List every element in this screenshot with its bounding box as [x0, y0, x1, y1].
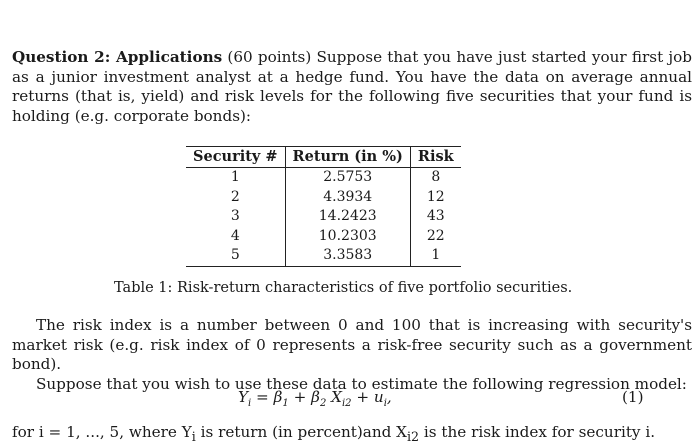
- cell-return: 10.2303: [285, 227, 410, 247]
- header-return: Return (in %): [285, 147, 410, 168]
- cell-security: 5: [186, 246, 285, 266]
- table-row: [186, 227, 461, 247]
- table-header-row: [186, 147, 461, 168]
- table-caption: Table 1: Risk-return characteristics of five portfolio securities.: [114, 280, 573, 296]
- question-intro: [12, 48, 692, 126]
- cell-security: 1: [186, 168, 285, 188]
- regression-equation: $Y_i = \beta_1 + \beta_2$ $X_{i2} + u_i$,: [238, 388, 392, 410]
- cell-return: 4.3934: [285, 188, 410, 208]
- body-paragraphs: [12, 316, 692, 394]
- header-security: Security #: [186, 147, 285, 168]
- question-heading: Question 2: Applications: [12, 48, 223, 66]
- equation-number: (1): [622, 388, 644, 406]
- cell-risk: 43: [426, 208, 445, 225]
- cell-risk: 1: [410, 246, 460, 266]
- table-row: [186, 168, 461, 188]
- regression-intro-paragraph: Suppose that you wish to use these data to estimate the following regression model:: [36, 374, 687, 393]
- table-row: [186, 246, 461, 266]
- cell-risk: 8: [431, 169, 441, 185]
- table-row: [186, 207, 461, 227]
- cell-return: 3.3583: [285, 246, 410, 266]
- table-row: [186, 188, 461, 208]
- risk-index-paragraph: The risk index is a number between 0 and 100 that is increasing with security's market risk (e.g. risk index of 0 represents a risk-free security such as a government bond).: [12, 316, 692, 373]
- cell-risk: 12: [426, 188, 445, 205]
- cell-return: 2.5753: [285, 168, 410, 188]
- securities-table: [186, 146, 461, 267]
- cell-security: 4: [186, 227, 285, 247]
- cell-security: 2: [186, 188, 285, 208]
- header-risk: Risk: [410, 147, 460, 168]
- cell-return: 14.2423: [285, 207, 410, 227]
- cell-risk: 22: [426, 227, 445, 244]
- closing-sentence: for i = 1, ..., 5, where $Y_i$ is return (in percent)and $X_{i2}$ is the risk index for security i.: [12, 423, 656, 445]
- cell-security: 3: [186, 207, 285, 227]
- question-intro-text: (60 points) Suppose that you have just started your first job as a junior investment analyst at a hedge fund. You have the data on average annual returns (that is, yield) and risk levels for the following five securities that your fund is holding (e.g. corporate bonds):: [12, 48, 692, 125]
